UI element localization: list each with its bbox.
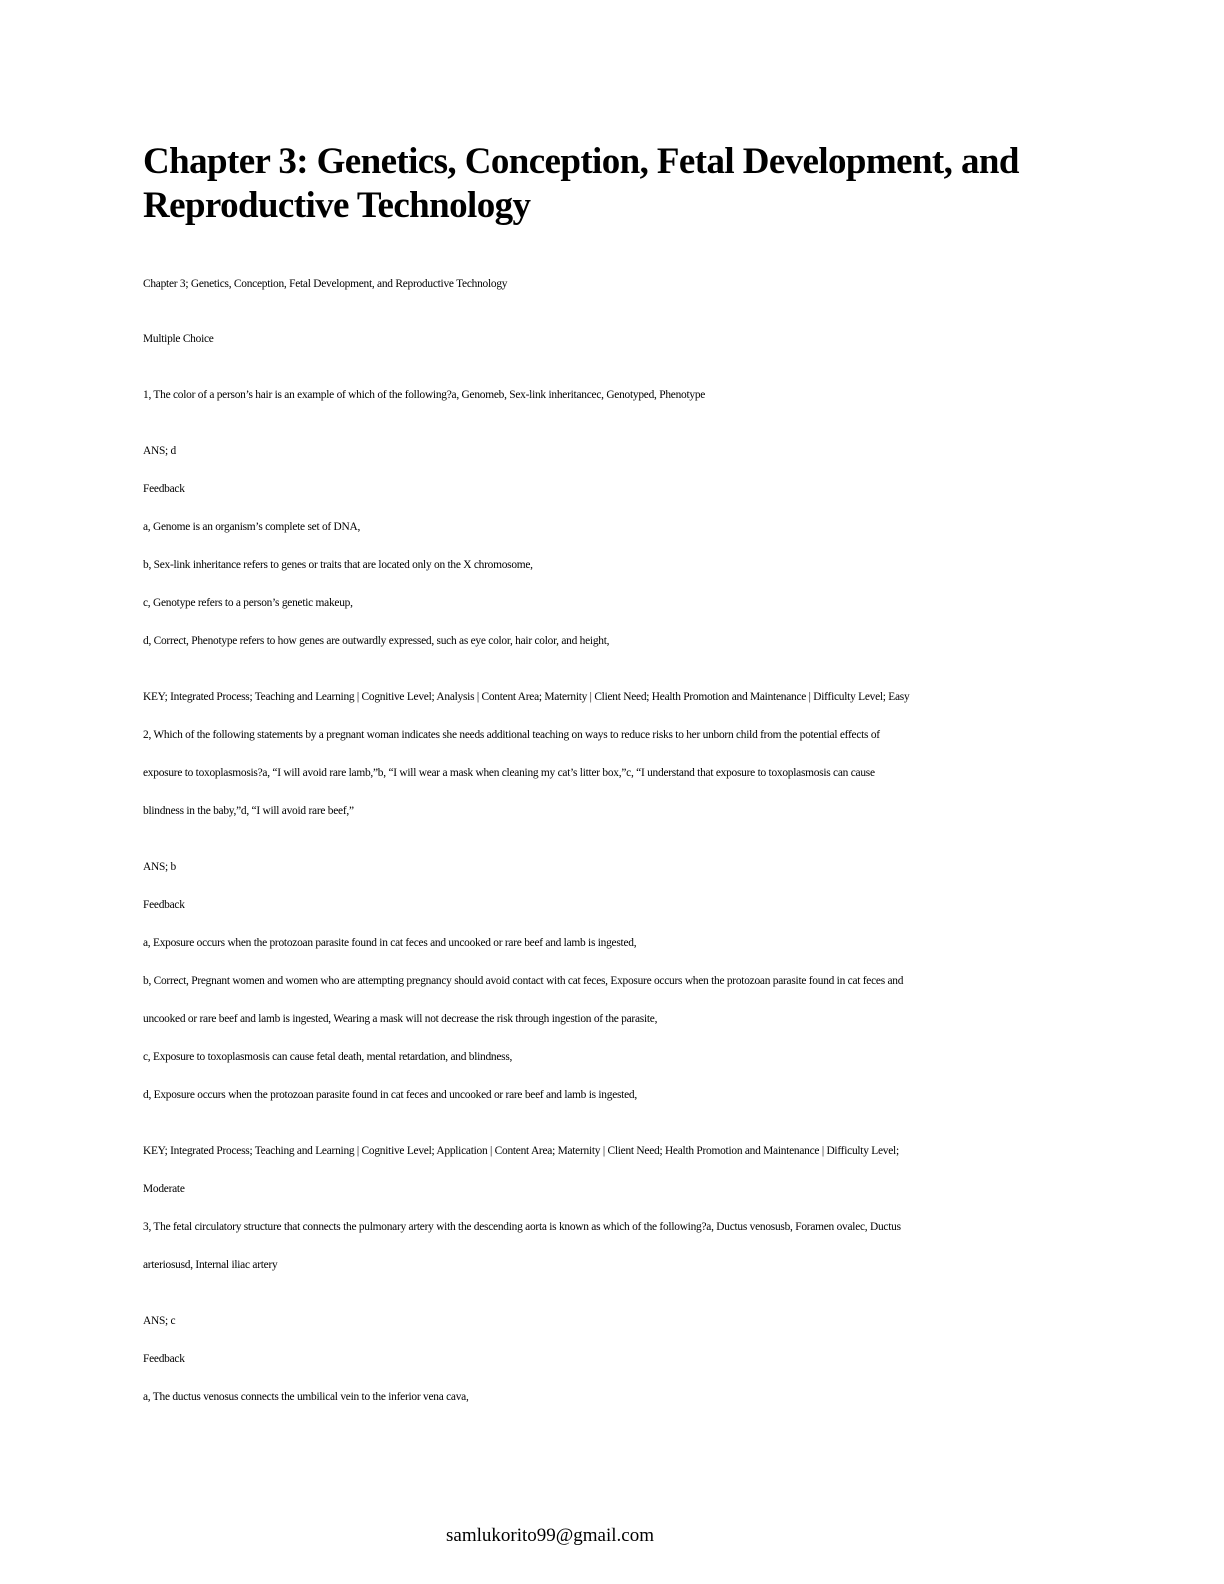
question-2-answer: ANS; b (143, 861, 176, 873)
question-3-answer: ANS; c (143, 1315, 176, 1327)
question-2-feedback-label: Feedback (143, 899, 185, 911)
chapter-subtitle: Chapter 3; Genetics, Conception, Fetal Development, and Reproductive Technology (143, 278, 508, 290)
question-3-stem-line-1: 3, The fetal circulatory structure that connects the pulmonary artery with the descending aorta is known as which of the following?a, Ductus venosusb, Foramen ovalec, Ductus (143, 1221, 901, 1233)
question-1-feedback-label: Feedback (143, 483, 185, 495)
chapter-title: Chapter 3: Genetics, Conception, Fetal Development, and Reproductive Technology (143, 141, 1019, 226)
question-2-feedback-b-line-2: uncooked or rare beef and lamb is ingested, Wearing a mask will not decrease the risk through ingestion of the parasite, (143, 1013, 658, 1025)
footer-email: samlukorito99@gmail.com (446, 1525, 654, 1546)
question-2-feedback-c: c, Exposure to toxoplasmosis can cause fetal death, mental retardation, and blindness, (143, 1051, 513, 1063)
question-1-feedback-c: c, Genotype refers to a person’s genetic makeup, (143, 597, 353, 609)
question-2-key-line-1: KEY; Integrated Process; Teaching and Learning | Cognitive Level; Application | Content Area; Maternity | Client Need; Health Promotion and Maintenance | Difficulty Level; (143, 1145, 899, 1157)
question-1-feedback-a: a, Genome is an organism’s complete set of DNA, (143, 521, 361, 533)
question-1-stem: 1, The color of a person’s hair is an example of which of the following?a, Genomeb, Sex-link inheritancec, Genotyped, Phenotype (143, 389, 706, 401)
question-1-key: KEY; Integrated Process; Teaching and Learning | Cognitive Level; Analysis | Content Area; Maternity | Client Need; Health Promotion and Maintenance | Difficulty Level; Easy (143, 691, 910, 703)
question-2-feedback-a: a, Exposure occurs when the protozoan parasite found in cat feces and uncooked or rare beef and lamb is ingested, (143, 937, 637, 949)
question-2-feedback-b-line-1: b, Correct, Pregnant women and women who are attempting pregnancy should avoid contact with cat feces, Exposure occurs when the protozoan parasite found in cat feces and (143, 975, 904, 987)
question-2-stem-line-2: exposure to toxoplasmosis?a, “I will avoid rare lamb,”b, “I will wear a mask when cleaning my cat’s litter box,”c, “I understand that exposure to toxoplasmosis can cause (143, 767, 875, 779)
question-2-feedback-d: d, Exposure occurs when the protozoan parasite found in cat feces and uncooked or rare beef and lamb is ingested, (143, 1089, 637, 1101)
question-1-feedback-b: b, Sex-link inheritance refers to genes or traits that are located only on the X chromosome, (143, 559, 533, 571)
question-2-stem-line-1: 2, Which of the following statements by a pregnant woman indicates she needs additional teaching on ways to reduce risks to her unborn child from the potential effects of (143, 729, 880, 741)
question-3-stem-line-2: arteriosusd, Internal iliac artery (143, 1259, 278, 1271)
question-3-feedback-label: Feedback (143, 1353, 185, 1365)
question-1-answer: ANS; d (143, 445, 176, 457)
question-2-key-line-2: Moderate (143, 1183, 185, 1195)
question-1-feedback-d: d, Correct, Phenotype refers to how genes are outwardly expressed, such as eye color, hair color, and height, (143, 635, 610, 647)
section-heading: Multiple Choice (143, 333, 214, 345)
question-3-feedback-a: a, The ductus venosus connects the umbilical vein to the inferior vena cava, (143, 1391, 469, 1403)
question-2-stem-line-3: blindness in the baby,”d, “I will avoid rare beef,” (143, 805, 354, 817)
